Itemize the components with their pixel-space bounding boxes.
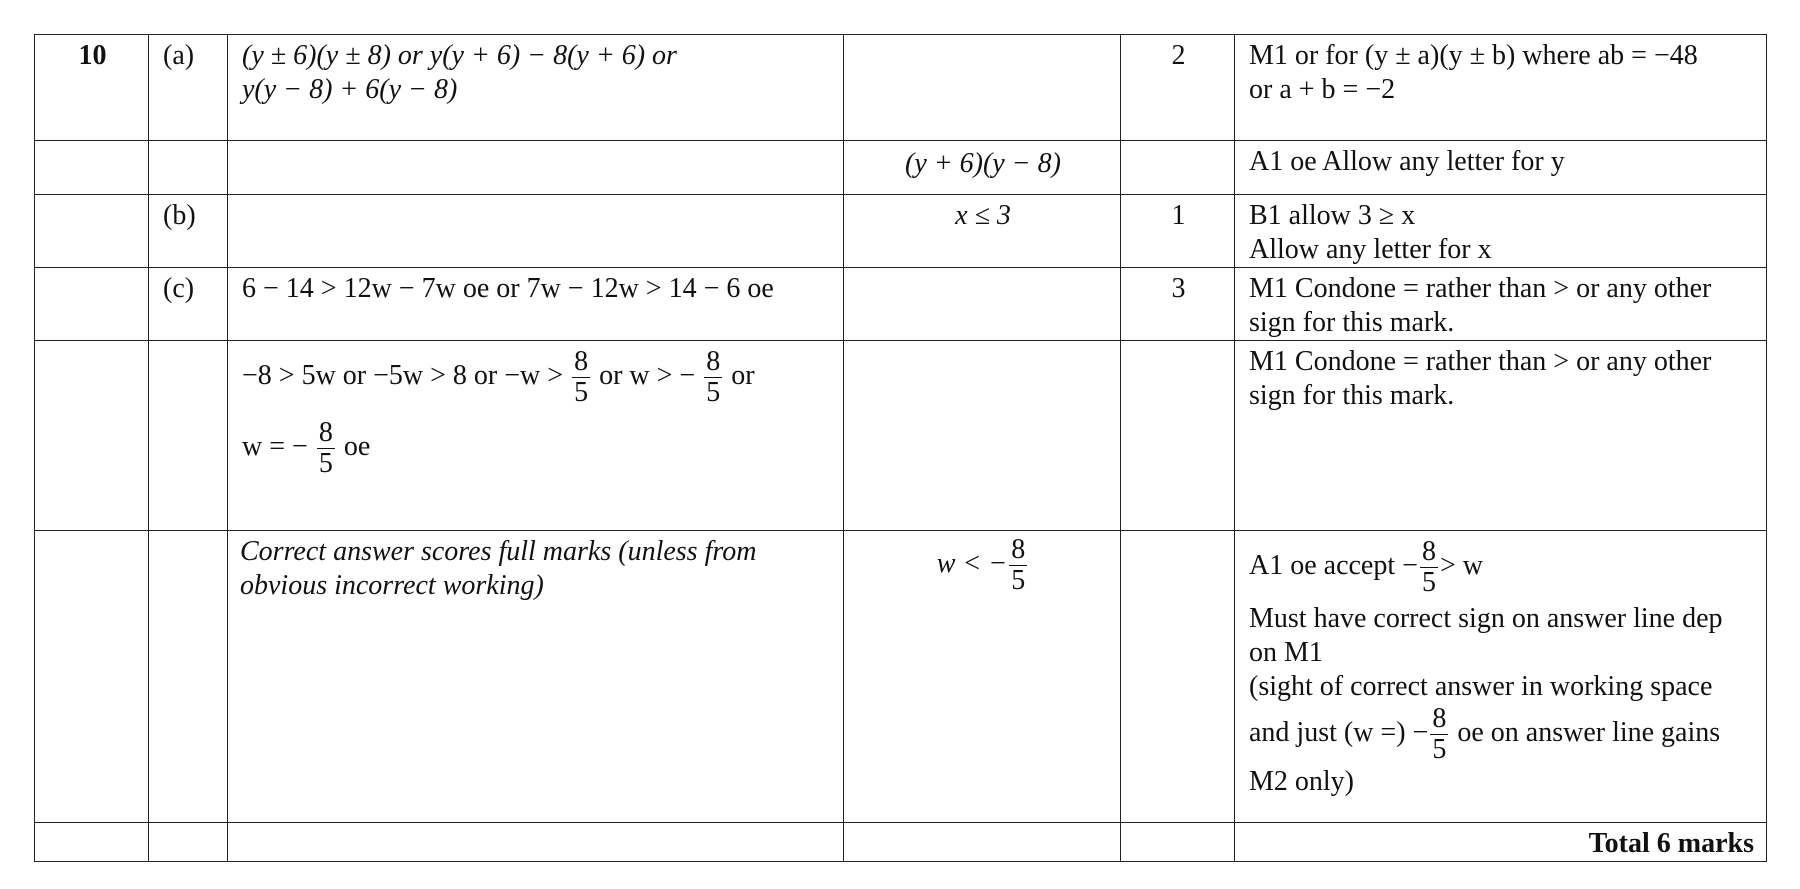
notes-cell-c-1 xyxy=(1235,268,1767,341)
fraction-8-5: $\frac{8}{5}$ xyxy=(318,417,333,479)
working-c2-part-b: or w > − xyxy=(599,359,696,391)
note-b-line1: B1 allow 3 ≥ x xyxy=(1249,200,1416,231)
part-label-b: (b) xyxy=(149,195,228,268)
empty-cell xyxy=(35,823,149,862)
working-a-line2: y(y − 8) + 6(y − 8) xyxy=(242,74,458,105)
marks-c: 3 xyxy=(1121,268,1235,341)
note-a-m1-line1: M1 or for (y ± a)(y ± b) where ab = −48 xyxy=(1249,40,1698,71)
empty-cell xyxy=(844,268,1121,341)
working-c3-line2: obvious incorrect working) xyxy=(240,570,544,601)
empty-cell xyxy=(228,141,844,195)
note-c3-line1: A1 oe accept − $\frac{8}{5}$ > w xyxy=(1249,536,1483,598)
empty-cell xyxy=(844,823,1121,862)
note-c2-line1: M1 Condone = rather than > or any other xyxy=(1249,346,1712,377)
note-c1-line2: sign for this mark. xyxy=(1249,307,1455,338)
working-a-line1: (y ± 6)(y ± 8) or y(y + 6) − 8(y + 6) or xyxy=(242,40,677,71)
empty-cell xyxy=(35,141,149,195)
working-c3-line1: Correct answer scores full marks (unless from xyxy=(240,536,757,567)
working-c-3 xyxy=(228,531,844,823)
empty-cell xyxy=(228,195,844,268)
answer-a xyxy=(844,141,1121,195)
working-c2-part-a: −8 > 5w or −5w > 8 or −w > xyxy=(242,359,564,391)
row-10a-working xyxy=(35,35,1767,141)
fraction-8-5: $\frac{8}{5}$ xyxy=(1421,536,1436,598)
part-label-c: (c) xyxy=(149,268,228,341)
notes-cell-c-3 xyxy=(1235,531,1767,823)
answer-c xyxy=(844,531,1121,823)
working-c-2 xyxy=(228,341,844,531)
note-c3-line3: on M1 xyxy=(1249,637,1323,668)
notes-cell-a-m1 xyxy=(1235,35,1767,141)
answer-b xyxy=(844,195,1121,268)
empty-cell xyxy=(1121,141,1235,195)
working-c2-part-c: or xyxy=(731,359,755,391)
part-label-a: (a) xyxy=(149,35,228,141)
row-10c-m2 xyxy=(35,341,1767,531)
marks-a: 2 xyxy=(1121,35,1235,141)
question-number: 10 xyxy=(35,35,149,141)
empty-cell xyxy=(844,341,1121,531)
row-total xyxy=(35,823,1767,862)
note-c1-line1: M1 Condone = rather than > or any other xyxy=(1249,273,1712,304)
note-b-line2: Allow any letter for x xyxy=(1249,234,1492,265)
note-c3-line4: (sight of correct answer in working space xyxy=(1249,671,1713,702)
total-marks: Total 6 marks xyxy=(1235,823,1767,862)
empty-cell xyxy=(1121,531,1235,823)
notes-cell-c-2 xyxy=(1235,341,1767,531)
note-c3-line6: M2 only) xyxy=(1249,766,1354,797)
working-c2-line1 xyxy=(242,347,831,408)
note-a-m1-line2: or a + b = −2 xyxy=(1249,74,1396,105)
fraction-8-5: $\frac{8}{5}$ xyxy=(1432,703,1447,765)
answer-b-text: x ≤ 3 xyxy=(955,200,1011,231)
empty-cell xyxy=(1121,341,1235,531)
row-10b xyxy=(35,195,1767,268)
note-c3-line2: Must have correct sign on answer line dep xyxy=(1249,603,1723,634)
fraction-8-5: $\frac{8}{5}$ xyxy=(1011,534,1026,596)
working-c2-part-d: w = − xyxy=(242,430,308,462)
note-c2-line2: sign for this mark. xyxy=(1249,380,1455,411)
note-c3-line5: and just (w =) − $\frac{8}{5}$ oe on answer line gains xyxy=(1249,703,1721,765)
answer-c-prefix: w < − xyxy=(936,547,1008,579)
marks-b: 1 xyxy=(1121,195,1235,268)
empty-cell xyxy=(149,823,228,862)
row-10c-m1 xyxy=(35,268,1767,341)
working-cell-a xyxy=(228,35,844,141)
empty-cell xyxy=(35,195,149,268)
working-c-1: 6 − 14 > 12w − 7w oe or 7w − 12w > 14 − 6 oe xyxy=(228,268,844,341)
row-10c-answer xyxy=(35,531,1767,823)
empty-cell xyxy=(35,341,149,531)
note-a-a1: A1 oe Allow any letter for y xyxy=(1235,141,1767,195)
row-10a-answer xyxy=(35,141,1767,195)
empty-cell xyxy=(35,531,149,823)
empty-cell xyxy=(149,341,228,531)
working-c2-part-e: oe xyxy=(343,430,371,462)
mark-scheme-table xyxy=(34,34,1767,862)
answer-cell-empty xyxy=(844,35,1121,141)
empty-cell xyxy=(35,268,149,341)
empty-cell xyxy=(228,823,844,862)
working-c2-line2 xyxy=(242,418,831,479)
empty-cell xyxy=(149,531,228,823)
empty-cell xyxy=(1121,823,1235,862)
fraction-8-5: $\frac{8}{5}$ xyxy=(574,346,589,408)
fraction-8-5: $\frac{8}{5}$ xyxy=(706,346,721,408)
empty-cell xyxy=(149,141,228,195)
answer-a-text: (y + 6)(y − 8) xyxy=(905,148,1061,179)
notes-cell-b xyxy=(1235,195,1767,268)
